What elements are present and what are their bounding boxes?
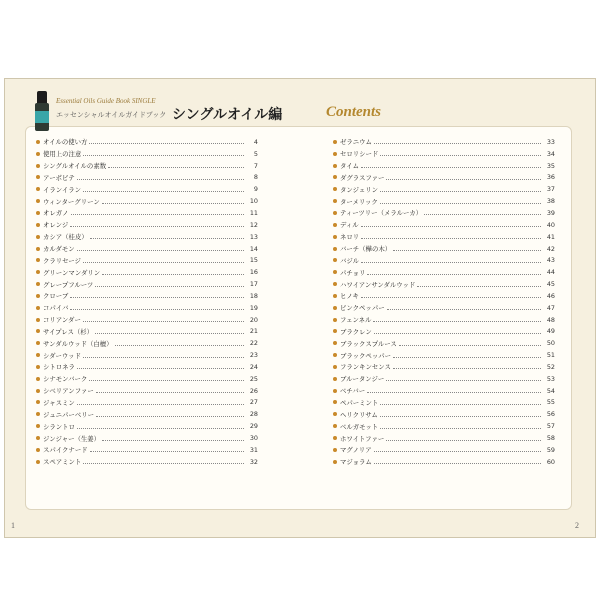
bullet-icon	[333, 187, 337, 191]
leader-dots	[90, 238, 244, 239]
toc-entry-page: 57	[546, 422, 555, 431]
leader-dots	[70, 297, 244, 298]
toc-entry[interactable]	[333, 432, 555, 444]
toc-entry-name: ペパーミント	[340, 398, 379, 407]
toc-entry-name: 使用上の注意	[43, 150, 82, 159]
toc-entry-name: シトロネラ	[43, 363, 75, 372]
leader-dots	[374, 463, 541, 464]
toc-entry[interactable]	[333, 456, 555, 468]
bullet-icon	[36, 436, 40, 440]
bullet-icon	[333, 140, 337, 144]
toc-entry-page: 41	[546, 232, 555, 241]
essential-oil-bottle-icon	[35, 91, 49, 131]
leader-dots	[108, 167, 244, 168]
bullet-icon	[36, 318, 40, 322]
toc-entry[interactable]	[333, 349, 555, 361]
toc-entry-name: シラントロ	[43, 422, 75, 431]
toc-entry-name: オレガノ	[43, 209, 69, 218]
bullet-icon	[36, 448, 40, 452]
toc-entry[interactable]	[333, 444, 555, 456]
leader-dots	[386, 380, 541, 381]
toc-entry-name: ネロリ	[340, 233, 360, 242]
leader-dots	[374, 451, 541, 452]
bullet-icon	[333, 223, 337, 227]
toc-entry[interactable]	[333, 290, 555, 302]
toc-entry-page: 56	[546, 410, 555, 419]
leader-dots	[374, 333, 541, 334]
leader-dots	[95, 286, 244, 287]
leader-dots	[90, 451, 244, 452]
toc-entry-page: 8	[253, 173, 258, 182]
toc-entry-page: 53	[546, 374, 555, 383]
leader-dots	[393, 357, 541, 358]
bullet-icon	[36, 211, 40, 215]
toc-entry[interactable]	[36, 231, 258, 243]
bullet-icon	[333, 412, 337, 416]
toc-entry[interactable]	[36, 136, 258, 148]
toc-entry[interactable]	[36, 326, 258, 338]
bullet-icon	[333, 377, 337, 381]
toc-entry-name: セロリシード	[340, 150, 379, 159]
toc-entry-name: ジュニパーベリー	[43, 410, 94, 419]
bullet-icon	[333, 199, 337, 203]
bullet-icon	[333, 424, 337, 428]
toc-entry-page: 43	[546, 256, 555, 265]
toc-entry-page: 17	[249, 280, 258, 289]
toc-entry[interactable]	[333, 183, 555, 195]
toc-entry-page: 52	[546, 362, 555, 371]
toc-entry-page: 50	[546, 339, 555, 348]
toc-entry-name: クローブ	[43, 292, 69, 301]
bullet-icon	[36, 270, 40, 274]
leader-dots	[380, 428, 541, 429]
toc-entry[interactable]	[333, 337, 555, 349]
bullet-icon	[333, 365, 337, 369]
leader-dots	[361, 238, 541, 239]
toc-entry-page: 30	[249, 434, 258, 443]
series-title: Essential Oils Guide Book SINGLE	[56, 97, 156, 105]
toc-entry[interactable]	[333, 385, 555, 397]
toc-entry-name: マグノリア	[340, 446, 372, 455]
bullet-icon	[333, 436, 337, 440]
toc-entry-page: 10	[249, 197, 258, 206]
toc-entry[interactable]	[36, 183, 258, 195]
toc-entry-name: ディル	[340, 221, 359, 230]
leader-dots	[77, 250, 244, 251]
toc-entry-name: サイプレス（杉）	[43, 327, 94, 336]
leader-dots	[77, 404, 244, 405]
bullet-icon	[36, 175, 40, 179]
bullet-icon	[36, 258, 40, 262]
toc-entry-name: バーチ（樺の木）	[340, 245, 392, 254]
toc-entry-name: グレープフルーツ	[43, 280, 94, 289]
leader-dots	[374, 143, 541, 144]
toc-entry-page: 47	[546, 303, 555, 312]
leader-dots	[77, 368, 244, 369]
toc-entry[interactable]	[36, 302, 258, 314]
leader-dots	[424, 214, 541, 215]
toc-entry-name: スパイクナード	[43, 446, 88, 455]
bullet-icon	[333, 282, 337, 286]
toc-entry-page: 24	[249, 362, 258, 371]
toc-entry-page: 55	[546, 398, 555, 407]
toc-entry[interactable]	[36, 290, 258, 302]
leader-dots	[83, 463, 244, 464]
leader-dots	[77, 428, 244, 429]
leader-dots	[96, 392, 244, 393]
leader-dots	[83, 321, 244, 322]
leader-dots	[386, 440, 541, 441]
bullet-icon	[333, 235, 337, 239]
toc-entry-name: フランキンセンス	[340, 363, 391, 372]
toc-entry[interactable]	[36, 172, 258, 184]
leader-dots	[380, 203, 541, 204]
toc-entry-name: イランイラン	[43, 185, 82, 194]
toc-entry-page: 22	[249, 339, 258, 348]
toc-entry-page: 54	[546, 386, 555, 395]
leader-dots	[380, 155, 541, 156]
leader-dots	[83, 155, 244, 156]
toc-entry[interactable]	[36, 373, 258, 385]
toc-entry-page: 34	[546, 149, 555, 158]
toc-entry-name: カシア（桂皮）	[43, 233, 88, 242]
toc-entry-name: ベチバー	[340, 387, 366, 396]
toc-entry[interactable]	[333, 207, 555, 219]
toc-entry-name: オイルの使い方	[43, 138, 88, 147]
leader-dots	[71, 214, 244, 215]
toc-entry[interactable]	[333, 148, 555, 160]
toc-entry-name: ピンクペッパー	[340, 304, 385, 313]
bullet-icon	[333, 318, 337, 322]
bullet-icon	[36, 140, 40, 144]
leader-dots	[70, 226, 244, 227]
toc-entry-name: ジンジャー（生姜）	[43, 434, 101, 443]
toc-entry-page: 38	[546, 197, 555, 206]
bullet-icon	[333, 389, 337, 393]
toc-entry-page: 37	[546, 185, 555, 194]
leader-dots	[83, 191, 244, 192]
toc-entry[interactable]	[36, 219, 258, 231]
toc-entry[interactable]	[36, 148, 258, 160]
leader-dots	[115, 345, 244, 346]
bullet-icon	[36, 377, 40, 381]
toc-entry-page: 13	[249, 232, 258, 241]
toc-entry[interactable]	[333, 302, 555, 314]
bullet-icon	[333, 164, 337, 168]
bullet-icon	[36, 306, 40, 310]
toc-entry-name: ウィンターグリーン	[43, 197, 100, 206]
toc-entry-name: オレンジ	[43, 221, 69, 230]
toc-entry-page: 25	[249, 374, 258, 383]
toc-entry[interactable]	[333, 160, 555, 172]
toc-entry[interactable]	[36, 385, 258, 397]
leader-dots	[393, 250, 541, 251]
toc-entry-name: ティーツリー（メラルーカ）	[340, 209, 422, 218]
bullet-icon	[36, 329, 40, 333]
bullet-icon	[36, 389, 40, 393]
toc-entry[interactable]	[333, 397, 555, 409]
toc-entry-name: グリーンマンダリン	[43, 268, 101, 277]
leader-dots	[361, 226, 541, 227]
toc-entry-name: クラリセージ	[43, 256, 81, 265]
leader-dots	[83, 357, 244, 358]
bullet-icon	[333, 294, 337, 298]
toc-entry[interactable]	[36, 408, 258, 420]
leader-dots	[367, 274, 541, 275]
leader-dots	[361, 262, 541, 263]
book-title: シングルオイル編	[172, 107, 283, 123]
bullet-icon	[36, 187, 40, 191]
bullet-icon	[36, 341, 40, 345]
toc-entry[interactable]	[333, 172, 555, 184]
toc-entry-page: 23	[249, 351, 258, 360]
bullet-icon	[36, 152, 40, 156]
toc-entry-name: ブラックペッパー	[340, 351, 391, 360]
toc-entry[interactable]	[333, 420, 555, 432]
leader-dots	[102, 274, 244, 275]
toc-entry-name: ホワイトファー	[340, 434, 385, 443]
toc-left-column	[36, 136, 258, 468]
toc-entry-page: 49	[546, 327, 555, 336]
leader-dots	[83, 262, 244, 263]
toc-entry[interactable]	[333, 278, 555, 290]
toc-entry-name: シングルオイルの素数	[43, 162, 107, 171]
toc-entry-name: ベルガモット	[340, 422, 379, 431]
toc-entry-page: 58	[546, 434, 555, 443]
toc-entry[interactable]	[36, 456, 258, 468]
toc-entry[interactable]	[36, 266, 258, 278]
leader-dots	[102, 440, 244, 441]
toc-entry[interactable]	[36, 361, 258, 373]
toc-entry-page: 31	[249, 445, 258, 454]
toc-entry[interactable]	[333, 219, 555, 231]
toc-entry-name: ハワイアンサンダルウッド	[340, 280, 416, 289]
leader-dots	[380, 404, 541, 405]
toc-entry-name: ヘリクリサム	[340, 410, 378, 419]
bullet-icon	[333, 247, 337, 251]
toc-entry-page: 19	[249, 303, 258, 312]
bullet-icon	[36, 365, 40, 369]
toc-entry[interactable]	[36, 432, 258, 444]
toc-entry-name: パチョリ	[340, 268, 366, 277]
bullet-icon	[36, 223, 40, 227]
toc-entry[interactable]	[36, 420, 258, 432]
bullet-icon	[333, 329, 337, 333]
toc-entry-page: 33	[546, 137, 555, 146]
bullet-icon	[333, 175, 337, 179]
toc-entry[interactable]	[333, 408, 555, 420]
toc-entry-page: 29	[249, 422, 258, 431]
toc-entry-page: 51	[546, 351, 555, 360]
leader-dots	[380, 416, 541, 417]
toc-entry-name: コパイバ	[43, 304, 69, 313]
bullet-icon	[36, 282, 40, 286]
toc-entry-name: シダーウッド	[43, 351, 81, 360]
toc-entry[interactable]	[333, 326, 555, 338]
toc-entry[interactable]	[36, 337, 258, 349]
bullet-icon	[333, 152, 337, 156]
toc-entry[interactable]	[333, 361, 555, 373]
toc-entry-page: 11	[249, 208, 258, 217]
toc-entry-page: 59	[546, 445, 555, 454]
bullet-icon	[36, 412, 40, 416]
toc-entry-page: 40	[546, 220, 555, 229]
toc-entry-page: 14	[249, 244, 258, 253]
toc-entry-name: ブラックスプルース	[340, 339, 397, 348]
leader-dots	[387, 309, 541, 310]
toc-entry-name: カルダモン	[43, 245, 75, 254]
toc-entry[interactable]	[333, 195, 555, 207]
leader-dots	[102, 203, 244, 204]
bullet-icon	[333, 341, 337, 345]
bullet-icon	[36, 247, 40, 251]
toc-entry-name: フェンネル	[340, 316, 372, 325]
toc-entry[interactable]	[36, 349, 258, 361]
toc-entry-name: ジャスミン	[43, 398, 75, 407]
toc-right-column	[333, 136, 555, 468]
bullet-icon	[36, 424, 40, 428]
toc-entry-name: ターメリック	[340, 197, 378, 206]
toc-entry-page: 42	[546, 244, 555, 253]
leader-dots	[89, 143, 244, 144]
leader-dots	[361, 167, 541, 168]
toc-entry[interactable]	[36, 397, 258, 409]
toc-entry-name: シベリアンファー	[43, 387, 94, 396]
toc-entry-page: 36	[546, 173, 555, 182]
toc-entry-page: 21	[249, 327, 258, 336]
bullet-icon	[36, 460, 40, 464]
leader-dots	[89, 380, 244, 381]
leader-dots	[417, 286, 541, 287]
bullet-icon	[333, 460, 337, 464]
toc-entry[interactable]	[36, 195, 258, 207]
leader-dots	[70, 309, 244, 310]
leader-dots	[399, 345, 541, 346]
bullet-icon	[36, 353, 40, 357]
toc-entry[interactable]	[333, 314, 555, 326]
page-number-left: 1	[11, 521, 15, 530]
leader-dots	[95, 333, 244, 334]
toc-entry-name: シナモンバーク	[43, 375, 88, 384]
toc-entry-name: コリアンダー	[43, 316, 81, 325]
toc-entry-page: 26	[249, 386, 258, 395]
bullet-icon	[36, 164, 40, 168]
toc-entry-page: 39	[546, 208, 555, 217]
leader-dots	[393, 368, 541, 369]
toc-entry-page: 18	[249, 291, 258, 300]
toc-entry-name: バジル	[340, 256, 360, 265]
toc-entry-page: 27	[249, 398, 258, 407]
toc-entry-page: 48	[546, 315, 555, 324]
toc-entry-page: 4	[253, 137, 258, 146]
toc-entry[interactable]	[333, 373, 555, 385]
bullet-icon	[333, 270, 337, 274]
toc-entry-page: 44	[546, 268, 555, 277]
toc-entry[interactable]	[36, 207, 258, 219]
toc-entry-page: 28	[249, 410, 258, 419]
bullet-icon	[36, 294, 40, 298]
toc-entry-name: ブラクレン	[340, 327, 372, 336]
leader-dots	[361, 297, 541, 298]
toc-entry-name: アーボビテ	[43, 173, 75, 182]
toc-entry[interactable]	[333, 231, 555, 243]
toc-entry[interactable]	[36, 314, 258, 326]
toc-entry-name: マジョラム	[340, 458, 372, 467]
toc-entry-name: タイム	[340, 162, 360, 171]
contents-heading: Contents	[326, 104, 382, 120]
toc-entry-page: 9	[253, 185, 258, 194]
toc-entry[interactable]	[333, 266, 555, 278]
leader-dots	[96, 416, 244, 417]
leader-dots	[380, 191, 541, 192]
toc-entry[interactable]	[333, 243, 555, 255]
toc-entry-page: 20	[249, 315, 258, 324]
toc-entry-name: ヒノキ	[340, 292, 359, 301]
leader-dots	[367, 392, 541, 393]
toc-entry[interactable]	[333, 254, 555, 266]
toc-entry-name: スペアミント	[43, 458, 82, 467]
toc-entry-page: 12	[249, 220, 258, 229]
toc-entry-page: 32	[249, 457, 258, 466]
bullet-icon	[333, 448, 337, 452]
bullet-icon	[333, 353, 337, 357]
toc-entry-page: 46	[546, 291, 555, 300]
bullet-icon	[333, 400, 337, 404]
bullet-icon	[333, 306, 337, 310]
toc-entry-name: ゼラニウム	[340, 138, 372, 147]
toc-entry-page: 45	[546, 280, 555, 289]
toc-entry-page: 35	[546, 161, 555, 170]
bullet-icon	[36, 235, 40, 239]
toc-entry-page: 60	[546, 457, 555, 466]
toc-entry[interactable]	[36, 160, 258, 172]
leader-dots	[386, 179, 541, 180]
toc-entry-page: 15	[249, 256, 258, 265]
toc-entry-name: ダグラスファー	[340, 173, 385, 182]
leader-dots	[373, 321, 541, 322]
toc-entry-name: サンダルウッド（白檀）	[43, 339, 113, 348]
toc-entry[interactable]	[36, 243, 258, 255]
page-number-right: 2	[575, 521, 579, 530]
toc-entry-name: ブルータンジー	[340, 375, 385, 384]
bullet-icon	[36, 199, 40, 203]
toc-entry-page: 5	[253, 149, 258, 158]
bullet-icon	[333, 211, 337, 215]
toc-entry[interactable]	[333, 136, 555, 148]
toc-entry[interactable]	[36, 254, 258, 266]
toc-entry-page: 7	[253, 161, 258, 170]
toc-entry-page: 16	[249, 268, 258, 277]
toc-entry[interactable]	[36, 278, 258, 290]
bullet-icon	[36, 400, 40, 404]
book-subtitle: エッセンシャルオイルガイドブック	[56, 111, 167, 119]
toc-entry-name: タンジェリン	[340, 185, 379, 194]
leader-dots	[77, 179, 244, 180]
bullet-icon	[333, 258, 337, 262]
toc-entry[interactable]	[36, 444, 258, 456]
